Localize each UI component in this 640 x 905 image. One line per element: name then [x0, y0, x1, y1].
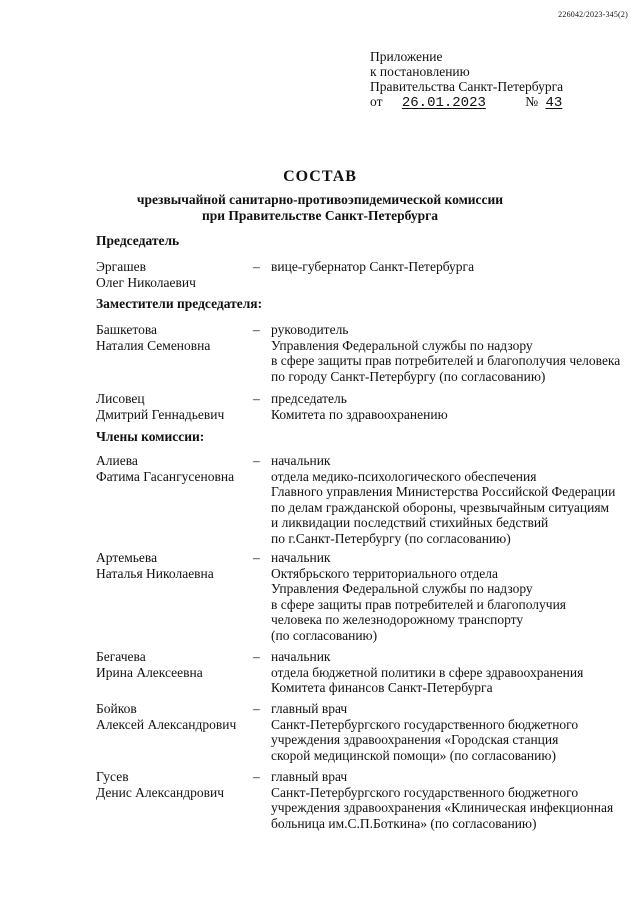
dash: – — [253, 649, 260, 664]
role-line: по делам гражданской обороны, чрезвычайным ситуациям — [271, 499, 610, 515]
dash: – — [253, 322, 260, 337]
role-line: главный врач — [271, 701, 348, 716]
member-name — [96, 701, 256, 732]
member-given-names: Олег Николаевич — [96, 274, 196, 290]
appendix-line1: Приложение — [370, 49, 443, 64]
number-prefix: № — [525, 94, 539, 109]
member-given-names: Алексей Александрович — [96, 716, 237, 732]
page-number: 226042/2023-345(2) — [558, 10, 628, 19]
role-line: учреждения здравоохранения «Клиническая инфекционная — [271, 800, 614, 815]
member-name — [96, 769, 256, 800]
member-role — [271, 391, 621, 422]
role-line: Комитета по здравоохранению — [271, 406, 448, 422]
dash: – — [253, 391, 260, 406]
member-name — [96, 259, 256, 290]
appendix-line3: Правительства Санкт-Петербурга — [370, 79, 564, 94]
section-members: Члены комиссии: — [96, 429, 205, 444]
member-role — [271, 259, 621, 275]
section-deputies: Заместители председателя: — [96, 296, 263, 311]
member-role — [271, 769, 621, 831]
dash: – — [253, 701, 260, 716]
role-line: руководитель — [271, 322, 349, 337]
role-line: человека по железнодорожному транспорту — [271, 612, 524, 627]
member-role — [271, 453, 621, 546]
member-surname: Бегачева — [96, 649, 146, 664]
role-line: Октябрьского территориального отдела — [271, 565, 499, 581]
role-line: Санкт-Петербургского государственного бюджетного — [271, 716, 579, 732]
dash: – — [253, 259, 260, 274]
appendix-line2: к постановлению — [370, 64, 470, 79]
role-line: начальник — [271, 550, 331, 565]
role-line: больница им.С.П.Боткина» (по согласованию) — [271, 815, 537, 831]
title-line3: при Правительстве Санкт-Петербурга — [201, 208, 439, 223]
role-line: по г.Санкт-Петербургу (по согласованию) — [271, 530, 511, 546]
member-role — [271, 322, 621, 384]
member-role — [271, 550, 621, 643]
document-number: 43 — [545, 95, 563, 111]
member-surname: Эргашев — [96, 259, 146, 274]
member-name — [96, 453, 256, 484]
role-line: председатель — [271, 391, 347, 406]
role-line: скорой медицинской помощи» (по согласованию) — [271, 747, 556, 763]
member-given-names: Дмитрий Геннадьевич — [96, 406, 225, 422]
role-line: вице-губернатор Санкт-Петербурга — [271, 259, 475, 274]
role-line: и ликвидации последствий стихийных бедствий — [271, 515, 549, 530]
member-surname: Лисовец — [96, 391, 145, 406]
role-line: начальник — [271, 453, 331, 468]
member-given-names: Наталия Семеновна — [96, 337, 211, 353]
role-line: Комитета финансов Санкт-Петербурга — [271, 680, 493, 695]
member-name — [96, 649, 256, 680]
document-title — [0, 168, 640, 224]
role-line: Санкт-Петербургского государственного бюджетного — [271, 784, 579, 800]
dash: – — [253, 453, 260, 468]
role-line: (по согласованию) — [271, 627, 378, 643]
role-line: в сфере защиты прав потребителей и благополучия — [271, 596, 567, 612]
member-name — [96, 322, 256, 353]
dash: – — [253, 769, 260, 784]
role-line: главный врач — [271, 769, 348, 784]
member-surname: Башкетова — [96, 322, 158, 337]
role-line: Главного управления Министерства Российской Федерации — [271, 484, 616, 499]
dash: – — [253, 550, 260, 565]
section-chairman: Председатель — [96, 233, 180, 248]
appendix-block — [370, 49, 582, 111]
member-surname: Бойков — [96, 701, 137, 716]
role-line: по городу Санкт-Петербургу (по согласованию) — [271, 368, 546, 384]
title-heading: СОСТАВ — [283, 168, 357, 185]
member-surname: Алиева — [96, 453, 138, 468]
member-given-names: Ирина Алексеевна — [96, 664, 203, 680]
member-surname: Артемьева — [96, 550, 158, 565]
role-line: Управления Федеральной службы по надзору — [271, 337, 533, 353]
role-line: отдела медико-психологического обеспечения — [271, 468, 537, 484]
member-name — [96, 391, 256, 422]
role-line: отдела бюджетной политики в сфере здравоохранения — [271, 664, 584, 680]
role-line: учреждения здравоохранения «Городская станция — [271, 732, 559, 747]
member-surname: Гусев — [96, 769, 129, 784]
member-given-names: Фатима Гасангусеновна — [96, 468, 235, 484]
member-role — [271, 701, 621, 763]
member-role — [271, 649, 621, 696]
title-line2: чрезвычайной санитарно-противоэпидемической комиссии — [136, 192, 504, 207]
date-prefix: от — [370, 94, 383, 109]
role-line: Управления Федеральной службы по надзору — [271, 581, 533, 596]
member-name — [96, 550, 256, 581]
role-line: в сфере защиты прав потребителей и благополучия человека — [271, 353, 621, 368]
role-line: начальник — [271, 649, 331, 664]
appendix-date-row — [370, 94, 582, 111]
document-date: 26.01.2023 — [401, 95, 486, 111]
member-given-names: Денис Александрович — [96, 784, 225, 800]
member-given-names: Наталья Николаевна — [96, 565, 214, 581]
